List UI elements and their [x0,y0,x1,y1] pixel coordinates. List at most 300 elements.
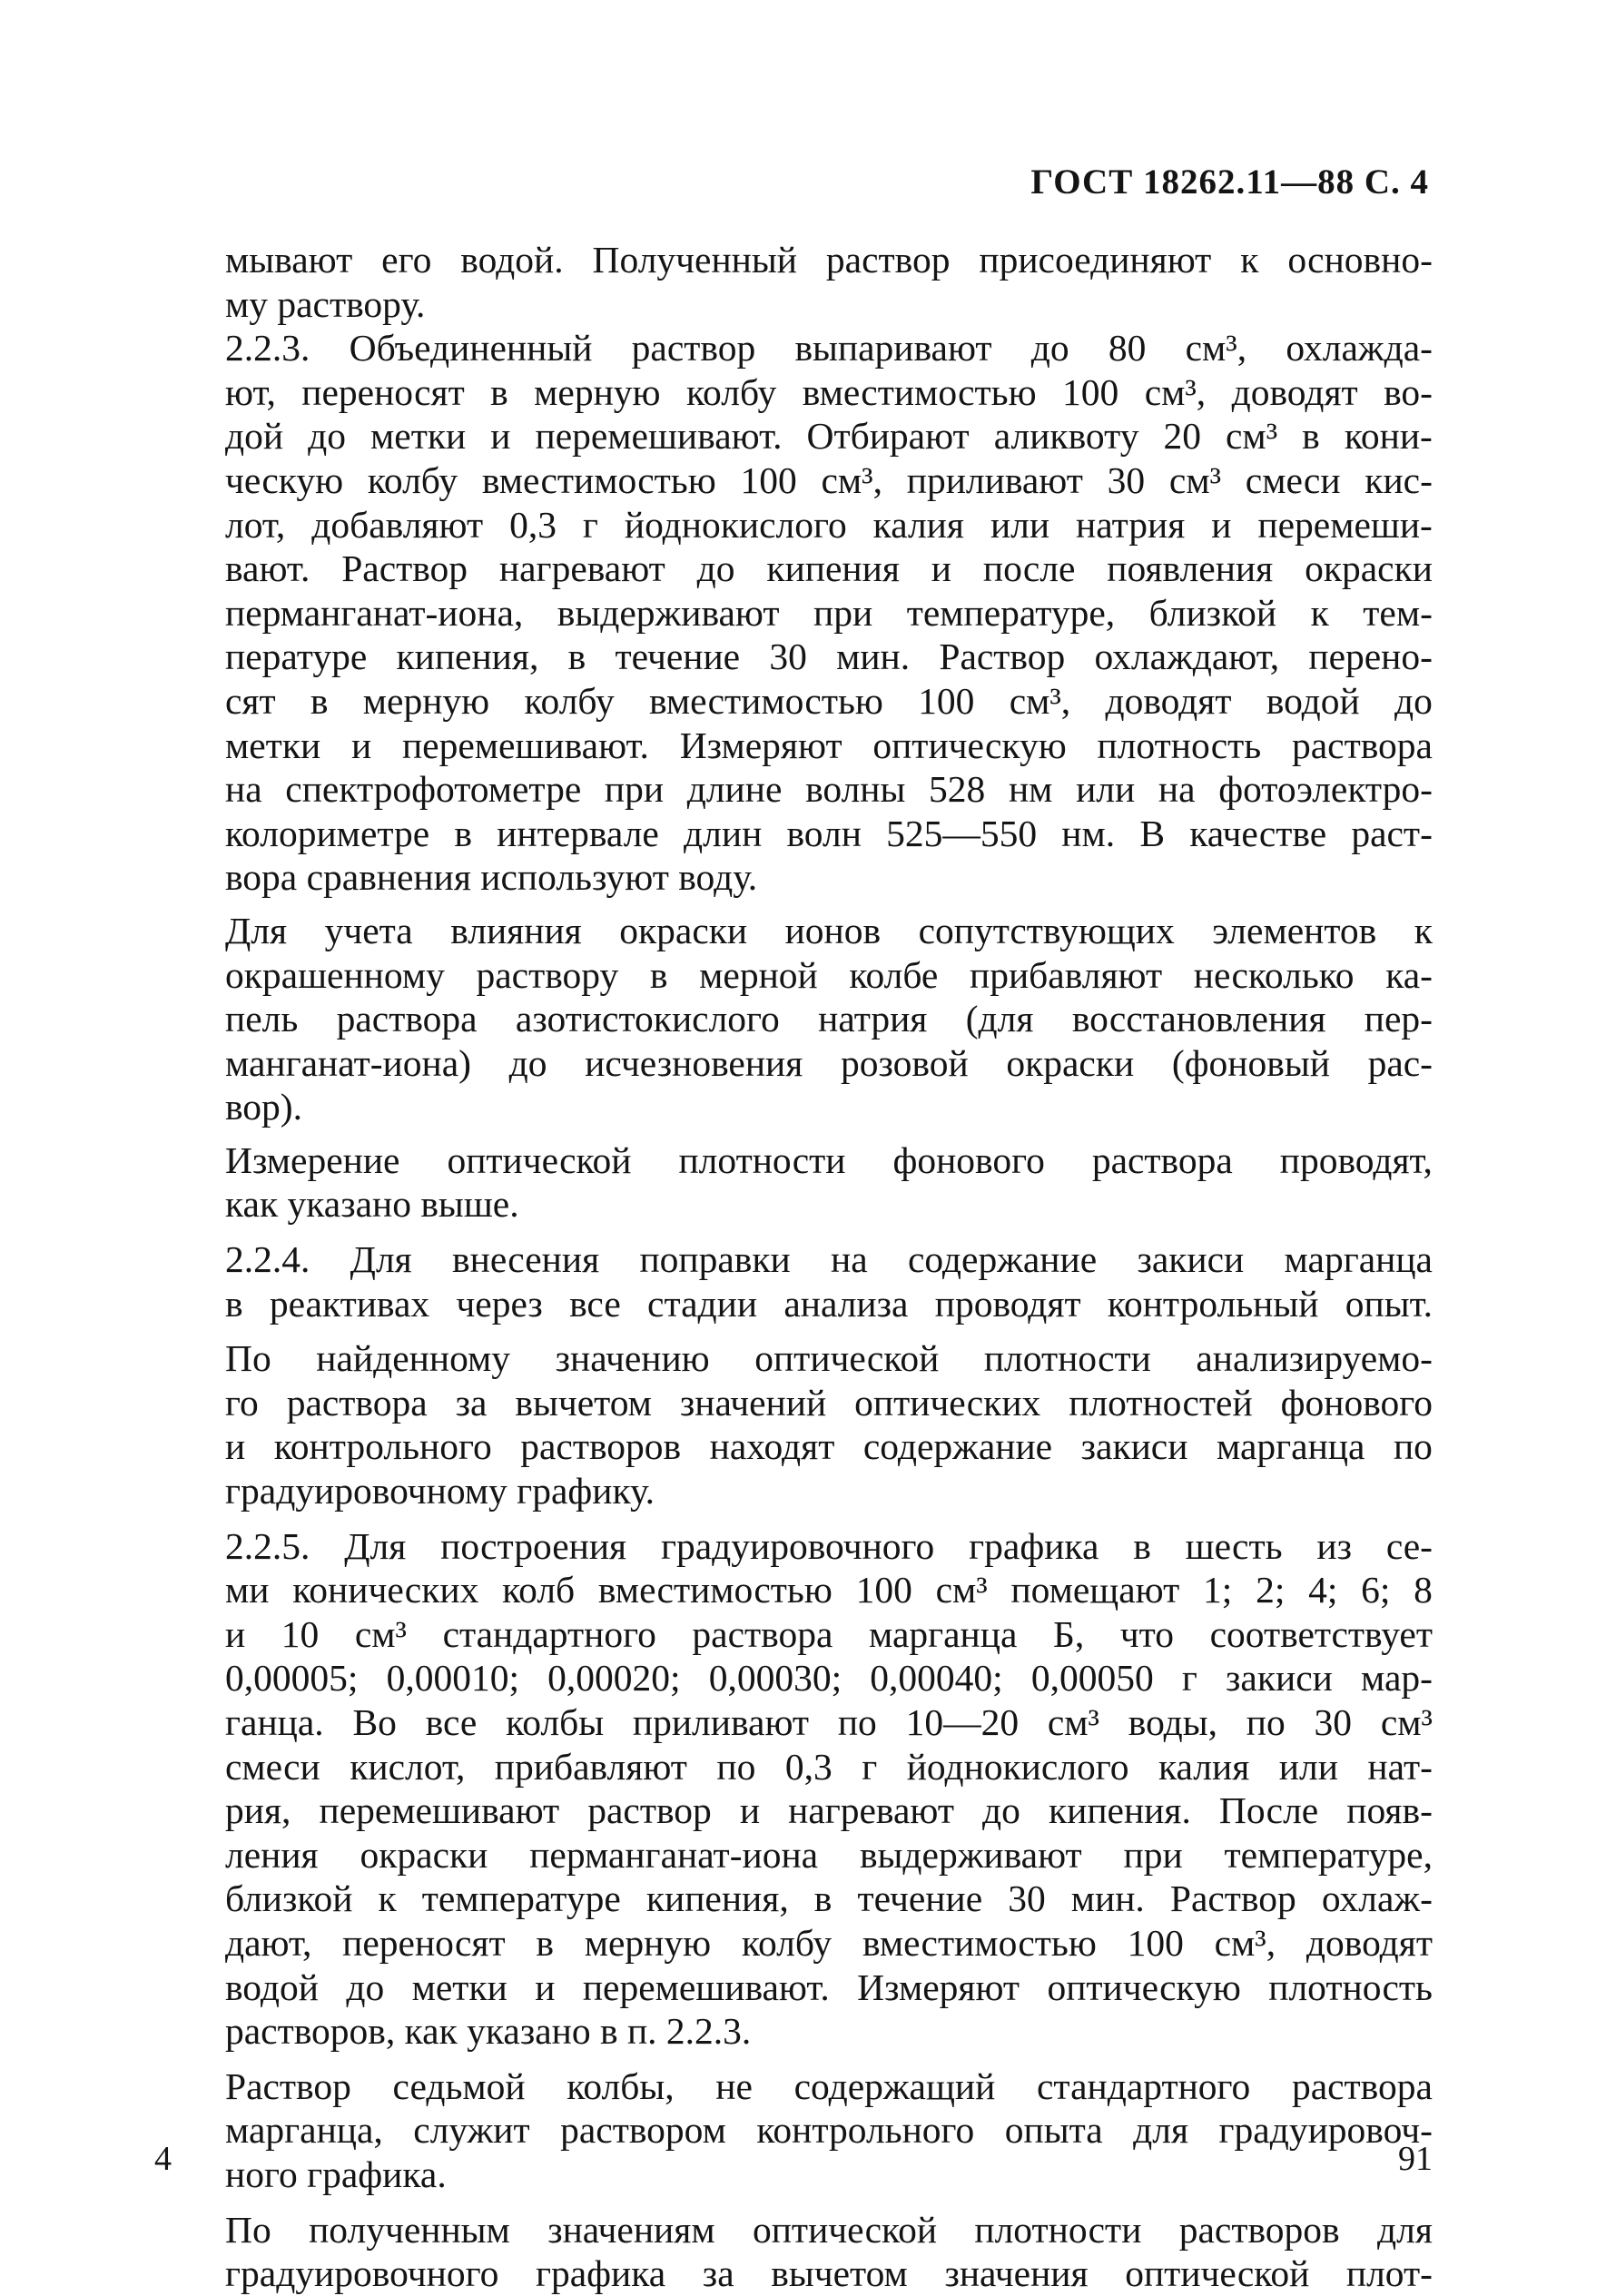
word: см³ [1168,458,1222,501]
word: реактивах [269,1282,430,1325]
word: метки [370,415,467,458]
word: значению [555,1337,710,1380]
word: 30 [1314,1701,1353,1743]
text-line: растворов, как указано в п. 2.2.3. [225,2010,752,2053]
word: 0,00010; [386,1657,519,1700]
word: сопутствующих [918,909,1175,951]
word: 100 [740,458,797,501]
word: ка- [1385,953,1433,996]
text-line [225,1877,1433,1921]
word: фонового [1280,1381,1433,1424]
word: вычетом [771,2252,908,2295]
word: через [456,1282,543,1325]
word: см³, [1185,327,1247,370]
word: азотистокислого [515,998,780,1040]
text-line [225,1336,1433,1381]
text-line [225,997,1433,1041]
word: за [455,1381,488,1424]
word: 1; [1203,1569,1233,1611]
word: до [1394,679,1433,722]
word: кипения, [645,1877,789,1920]
word: 30 [1107,458,1146,501]
word: поправки [639,1238,791,1281]
word: близкой [225,1877,353,1920]
text-line [225,503,1433,547]
word: влияния [450,909,582,951]
word: Объединенный [349,327,593,370]
text-line [225,1612,1433,1657]
word: окраски [360,1833,488,1876]
word: раствору [476,953,619,996]
word: 100 [1062,370,1119,413]
word: раствора [1291,2064,1433,2107]
word: тем- [1363,591,1433,634]
word: добавляют [311,503,484,546]
word: розовой [841,1041,969,1084]
word: вместимостью [649,679,883,722]
text-line [225,1700,1433,1745]
word: оптической [1125,2252,1310,2295]
word: рия, [225,1789,291,1832]
word: значениям [547,2208,715,2251]
word: перемеши- [1257,503,1433,546]
word: 100 [855,1569,912,1611]
word: учета [324,909,413,951]
word: полученным [309,2208,510,2251]
text-line [225,1381,1433,1425]
word: течение [615,636,741,678]
word: 0,00030; [708,1657,842,1700]
word: на [831,1238,868,1281]
word: мерную [534,370,661,413]
word: кони- [1344,415,1433,458]
word: ческую [225,458,344,501]
word: Раствор [1169,1877,1296,1920]
word: охлажда- [1286,327,1433,370]
word: его [381,239,432,281]
word: температуре [421,1877,621,1920]
word: доводят [1305,1921,1433,1964]
word: на [1158,768,1196,811]
word: по [1246,1701,1286,1743]
word: мар- [1361,1657,1433,1700]
word: 528 [929,768,986,811]
word: в [649,953,668,996]
word: после [982,547,1076,590]
word: найденному [316,1337,511,1380]
word: г [862,1745,878,1788]
word: появ- [1346,1789,1433,1832]
word: и [490,415,511,458]
word: значения [944,2252,1089,2295]
word: калия [872,503,964,546]
word: оптической [752,2208,938,2251]
word: (для [965,998,1034,1040]
text-line [225,414,1433,458]
word: стадии [647,1282,758,1325]
word: или [1278,1745,1338,1788]
word: 10 [281,1612,320,1655]
word: натрия [1076,503,1186,546]
word: приливают [632,1701,810,1743]
word: колбу [686,370,777,413]
word: метки [411,1966,507,2008]
word: до [982,1789,1020,1832]
text-line: градуировочному графику. [225,1470,655,1513]
word: раствора [692,1612,833,1655]
word: течение [857,1877,983,1920]
word: элементов [1212,909,1377,951]
text-line [225,326,1433,370]
word: 2.2.5. [225,1524,310,1567]
word: раствора [1091,1138,1233,1181]
word: ления [225,1833,319,1876]
word: переносят [301,370,465,413]
word: в [567,636,586,678]
word: к [1240,239,1259,281]
text-line: вора сравнения используют воду. [225,856,758,899]
text-line [225,1833,1433,1877]
text-line [225,767,1433,812]
word: перемешивают. [401,724,649,766]
word: ют, [225,370,276,413]
word: закиси [1226,1657,1333,1700]
text-line: как указано выше. [225,1183,519,1226]
word: в [225,1282,243,1325]
word: см³ [935,1569,988,1611]
word: плотности [983,1337,1151,1380]
word: нагревают [498,547,665,590]
word: см³, [1144,370,1207,413]
word: графика [535,2252,666,2295]
text-line [225,547,1433,591]
word: интервале [497,812,659,854]
word: колбы, [567,2064,675,2107]
text-line [225,1138,1433,1183]
word: для [1377,2208,1433,2251]
word: Измеряют [679,724,842,766]
word: до [346,1966,385,2008]
word: в [490,370,508,413]
text-line [225,635,1433,679]
word: колбе [849,953,939,996]
word: перемешивают. [535,415,783,458]
word: марганца [1284,1238,1433,1281]
word: доводят [1231,370,1358,413]
text-line [225,2064,1433,2109]
word: фонового [892,1138,1045,1181]
word: нагревают [788,1789,954,1832]
word: нм [1008,768,1053,811]
word: при [604,768,665,811]
word: градуировочного [660,1524,935,1567]
page-number-right: 91 [1398,2140,1433,2178]
word: ионов [784,909,882,951]
word: выпаривают [794,327,992,370]
word: Для [350,1238,412,1281]
word: служит [413,2109,530,2152]
word: до [508,1041,547,1084]
word: содержание [907,1238,1098,1281]
word: 30 [1008,1877,1046,1920]
word: длине [686,768,783,811]
word: восстановления [1071,998,1326,1040]
word: плотности [974,2208,1142,2251]
word: 0,00050 [1030,1657,1154,1700]
word: опыт. [1345,1282,1433,1325]
word: длин [684,812,763,854]
word: се- [1385,1524,1433,1567]
text-line [225,1921,1433,1966]
word: градуировочного [225,2252,499,2295]
word: 525—550 [886,812,1038,854]
word: нм. [1061,812,1116,854]
text-line [225,1966,1433,2010]
word: до [1030,327,1069,370]
word: окраски [619,909,748,951]
word: выдерживают [859,1833,1082,1876]
word: градуировоч- [1218,2109,1433,2152]
text-line [225,370,1433,415]
word: в [536,1921,554,1964]
text-line [225,2208,1433,2252]
word: для [1133,2109,1189,2152]
word: что [1119,1612,1174,1655]
word: 100 [918,679,975,722]
word: при [813,591,873,634]
word: спектрофотометре [285,768,582,811]
word: контрольный [1107,1282,1319,1325]
word: значений [679,1381,827,1424]
word: закиси [1137,1238,1245,1281]
word: из [1316,1524,1352,1567]
word: калия [1158,1745,1250,1788]
text-line [225,724,1433,768]
text-line [225,1656,1433,1700]
word: плот- [1345,2252,1433,2295]
text-line [225,2108,1433,2153]
word: фотоэлектро- [1218,768,1433,811]
word: мерную [362,679,490,722]
word: марганца [868,1612,1018,1655]
word: марганца, [225,2109,383,2152]
word: в [310,679,329,722]
word: 100 [1127,1921,1184,1964]
word: растворов [520,1425,682,1468]
word: пер- [1364,998,1433,1040]
word: исчезновения [585,1041,803,1084]
word: доводят [1105,679,1232,722]
word: за [702,2252,734,2295]
word: и [931,547,951,590]
word: приливают [906,458,1083,501]
text-line: му раствору. [225,282,426,325]
word: по [1393,1425,1433,1468]
word: см³ [1047,1701,1099,1743]
word: и [1211,503,1232,546]
word: кис- [1365,458,1433,501]
word: кипения, [396,636,539,678]
text-line [225,909,1433,953]
word: до [696,547,735,590]
word: стандартного [1037,2064,1251,2107]
word: по [837,1701,877,1743]
word: колбу [741,1921,833,1964]
word: все [425,1701,478,1743]
word: рас- [1367,1041,1433,1084]
word: оптической [447,1138,632,1181]
word: 20 [1163,415,1201,458]
word: температуре, [906,591,1116,634]
word: Полученный [592,239,797,281]
word: содержание [862,1425,1053,1468]
word: 30 [769,636,807,678]
word: Для [225,909,288,951]
word: дой [225,415,284,458]
word: и [225,1425,246,1468]
word: качестве [1189,812,1327,854]
text-line: вор). [225,1086,303,1128]
word: 80 [1108,327,1147,370]
word: раствор [825,239,951,281]
word: в [454,812,472,854]
word: все [569,1282,621,1325]
word: появления [1107,547,1274,590]
text-line [225,1282,1433,1326]
word: кипения. [1048,1789,1191,1832]
word: переносят [342,1921,506,1964]
word: 0,3 [509,503,557,546]
word: перемешивают [319,1789,560,1832]
word: контрольного [756,2109,975,2152]
word: мин. [836,636,911,678]
word: сят [225,679,276,722]
word: водой. [460,239,564,281]
word: 0,00040; [870,1657,1003,1700]
word: мерную [584,1921,712,1964]
word: колориметре [225,812,430,854]
word: (фоновый [1171,1041,1330,1084]
word: контрольного [273,1425,492,1468]
word: см³, [821,458,882,501]
word: окраски [1006,1041,1135,1084]
word: кислот, [350,1745,466,1788]
word: к [1310,591,1329,634]
word: графика [969,1524,1099,1567]
word: плотности [678,1138,846,1181]
word: нат- [1367,1745,1433,1788]
word: во- [1384,370,1433,413]
word: смеси [225,1745,320,1788]
text-line [225,458,1433,503]
word: раствора [286,1381,428,1424]
word: волн [786,812,862,854]
word: водой [1266,679,1360,722]
word: волны [805,768,906,811]
word: и [739,1789,761,1832]
word: опыта [1004,2109,1103,2152]
word: к [378,1877,397,1920]
word: 8 [1414,1569,1433,1611]
word: 2.2.3. [225,327,310,370]
word: построения [440,1524,627,1567]
text-line [225,1745,1433,1789]
word: до [308,415,346,458]
word: перманганат-иона, [225,591,524,634]
word: окрашенному [225,953,445,996]
word: 2.2.4. [225,1238,310,1281]
word: растворов [1178,2208,1340,2251]
word: г [582,503,598,546]
word: вместимостью [597,1569,833,1611]
word: перманганат-иона [529,1833,819,1876]
word: 4; [1308,1569,1338,1611]
word: раствора [1292,724,1433,766]
page-number-left: 4 [154,2140,172,2178]
word: 0,3 [784,1745,833,1788]
word: основно- [1287,239,1433,281]
word: оптической [754,1337,940,1380]
word: вместимостью [481,458,716,501]
word: содержащий [793,2064,996,2107]
word: Измеряют [857,1966,1020,2008]
word: лот, [225,503,286,546]
word: седьмой [392,2064,526,2107]
word: мерной [699,953,818,996]
word: го [225,1381,259,1424]
word: проводят, [1279,1138,1433,1181]
word: 2; [1256,1569,1286,1611]
word: см³ [1380,1701,1433,1743]
text-line [225,953,1433,998]
word: см³ [1226,415,1278,458]
word: см³ [354,1612,407,1655]
word: колбу [367,458,458,501]
word: раствор [631,327,756,370]
word: по [716,1745,756,1788]
word: дают, [225,1921,312,1964]
word: 10—20 [905,1701,1020,1743]
word: прибавляют [494,1745,687,1788]
word: проводят [934,1282,1081,1325]
word: В [1139,812,1166,854]
word: при [1123,1833,1183,1876]
word: йоднокислого [906,1745,1129,1788]
word: в [1133,1524,1151,1567]
word: манганат-иона) [225,1041,471,1084]
word: близкой [1148,591,1277,634]
text-line [225,1237,1433,1282]
word: ганца. [225,1701,324,1743]
word: смеси [1245,458,1341,501]
word: и [225,1612,246,1655]
word: Б, [1052,1612,1085,1655]
word: находят [709,1425,835,1468]
text-line [225,2252,1433,2296]
word: вместимостью [862,1921,1097,1964]
word: и [350,724,372,766]
word: По [225,1337,271,1380]
word: Измерение [225,1138,400,1181]
word: метки [225,724,321,766]
word: и [535,1966,556,2008]
word: Во [352,1701,397,1743]
word: см³, [1214,1921,1276,1964]
text-line [225,679,1433,724]
word: 6; [1361,1569,1391,1611]
word: Раствор [341,547,468,590]
word: несколько [1193,953,1355,996]
